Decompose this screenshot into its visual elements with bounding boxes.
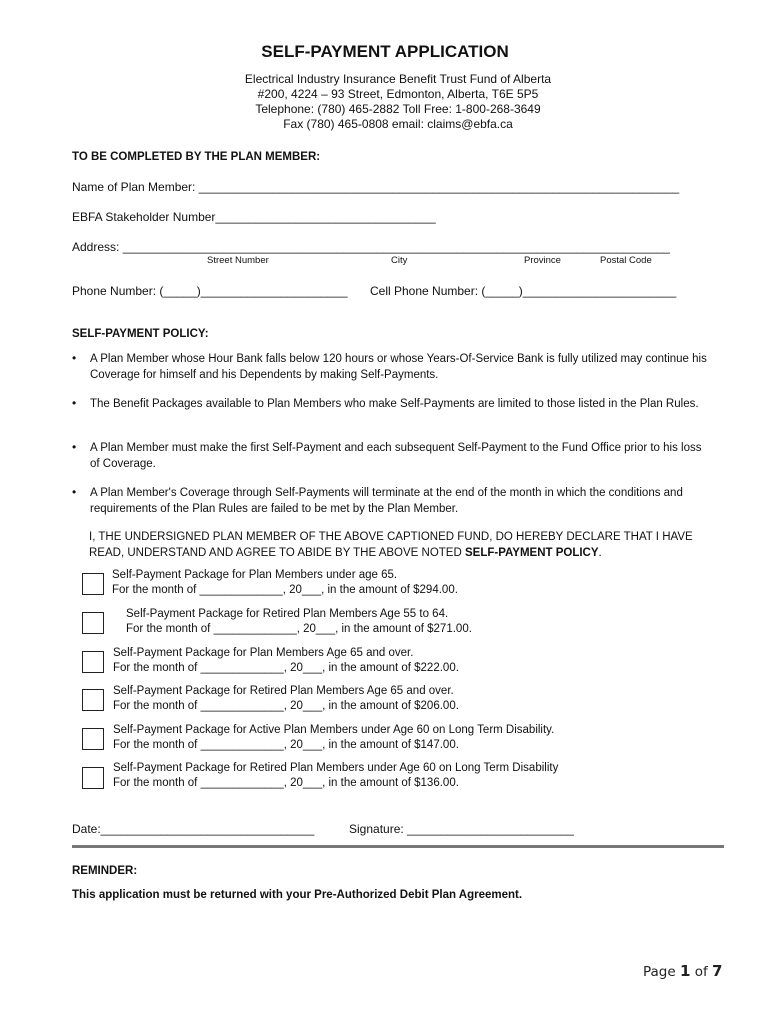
package-checkbox[interactable]: [82, 767, 104, 789]
page-number-prefix: Page: [643, 964, 680, 980]
package-option: [112, 568, 458, 598]
bullet-icon: •: [72, 440, 77, 454]
bullet-icon: •: [72, 351, 77, 365]
bullet-icon: •: [72, 485, 77, 499]
package-option: [113, 761, 558, 791]
declaration-text: I, THE UNDERSIGNED PLAN MEMBER OF THE ABOVE CAPTIONED FUND, DO HEREBY DECLARE THAT I HAVE READ, UNDERSTAND AND AGREE TO ABIDE BY THE ABOVE NOTED: [89, 531, 693, 559]
package-amount-line[interactable]: For the month of _____________, 20___, in the amount of $147.00.: [113, 739, 459, 751]
page-number-current: 1: [679, 962, 691, 980]
declaration-policy-name: SELF-PAYMENT POLICY: [464, 547, 599, 559]
package-option: [126, 607, 472, 637]
org-phone: Telephone: (780) 465-2882 Toll Free: 1-800-268-3649: [255, 102, 541, 116]
member-section-heading: TO BE COMPLETED BY THE PLAN MEMBER:: [72, 151, 321, 163]
package-option: [113, 723, 554, 753]
org-fax-email: Fax (780) 465-0808 email: claims@ebfa.ca: [283, 117, 513, 131]
package-checkbox[interactable]: [82, 612, 104, 634]
package-option: [113, 684, 459, 714]
page-number-of: of: [690, 964, 713, 980]
cell-phone-field[interactable]: Cell Phone Number: (_____)_______________________: [370, 284, 677, 298]
package-amount-line[interactable]: For the month of _____________, 20___, in the amount of $222.00.: [113, 662, 459, 674]
package-description: Self-Payment Package for Plan Members Age 65 and over.: [113, 647, 414, 659]
package-amount-line[interactable]: For the month of _____________, 20___, in the amount of $206.00.: [113, 700, 459, 712]
package-checkbox[interactable]: [82, 651, 104, 673]
package-description: Self-Payment Package for Retired Plan Members Age 65 and over.: [113, 685, 454, 697]
section-divider: [72, 845, 724, 848]
phone-field[interactable]: Phone Number: (_____)______________________: [72, 284, 348, 298]
package-checkbox[interactable]: [82, 728, 104, 750]
reminder-heading: REMINDER:: [72, 865, 138, 877]
stakeholder-number-field[interactable]: EBFA Stakeholder Number_________________________________: [72, 210, 436, 224]
package-checkbox[interactable]: [82, 573, 104, 595]
date-field[interactable]: Date:________________________________: [72, 822, 315, 836]
address-province-label: Province: [524, 255, 561, 266]
policy-bullet-text: A Plan Member's Coverage through Self-Payments will terminate at the end of the month in which the conditions and requirements of the Plan Rules are failed to be met by the Plan Member.: [90, 487, 683, 515]
policy-bullet-text: A Plan Member whose Hour Bank falls below 120 hours or whose Years-Of-Service Bank is fully utilized may continue his Coverage for himself and his Dependents by making Self-Payments.: [90, 353, 707, 381]
package-description: Self-Payment Package for Retired Plan Members Age 55 to 64.: [126, 608, 449, 620]
reminder-text: This application must be returned with your Pre-Authorized Debit Plan Agreement.: [72, 889, 523, 901]
page-title: SELF-PAYMENT APPLICATION: [261, 42, 509, 61]
org-name: Electrical Industry Insurance Benefit Trust Fund of Alberta: [244, 72, 552, 86]
address-field[interactable]: Address: __________________________________________________________________________________: [72, 240, 670, 254]
page-number: [643, 962, 722, 980]
package-description: Self-Payment Package for Plan Members under age 65.: [112, 569, 398, 581]
package-checkbox[interactable]: [82, 689, 104, 711]
package-description: Self-Payment Package for Active Plan Members under Age 60 on Long Term Disability.: [113, 724, 555, 736]
policy-heading: SELF-PAYMENT POLICY:: [72, 328, 209, 340]
package-amount-line[interactable]: For the month of _____________, 20___, in the amount of $271.00.: [126, 623, 472, 635]
policy-bullet-text: A Plan Member must make the first Self-Payment and each subsequent Self-Payment to the Fund Office prior to his loss of Coverage.: [90, 442, 702, 470]
address-postal-label: Postal Code: [600, 255, 652, 266]
address-street-label: Street Number: [207, 255, 269, 266]
policy-bullet-text: The Benefit Packages available to Plan Members who make Self-Payments are limited to those listed in the Plan Rules.: [90, 398, 699, 410]
name-field[interactable]: Name of Plan Member: ________________________________________________________________________: [72, 180, 680, 194]
bullet-icon: •: [72, 396, 77, 410]
org-address: #200, 4224 – 93 Street, Edmonton, Alberta, T6E 5P5: [257, 87, 539, 101]
declaration-end: .: [598, 547, 602, 559]
declaration: [89, 529, 729, 561]
package-description: Self-Payment Package for Retired Plan Members under Age 60 on Long Term Disability: [113, 762, 559, 774]
signature-field[interactable]: Signature: _________________________: [349, 822, 574, 836]
package-option: [113, 646, 459, 676]
page-number-total: 7: [712, 962, 723, 980]
address-city-label: City: [391, 255, 408, 266]
package-amount-line[interactable]: For the month of _____________, 20___, in the amount of $294.00.: [112, 584, 458, 596]
package-amount-line[interactable]: For the month of _____________, 20___, in the amount of $136.00.: [113, 777, 459, 789]
